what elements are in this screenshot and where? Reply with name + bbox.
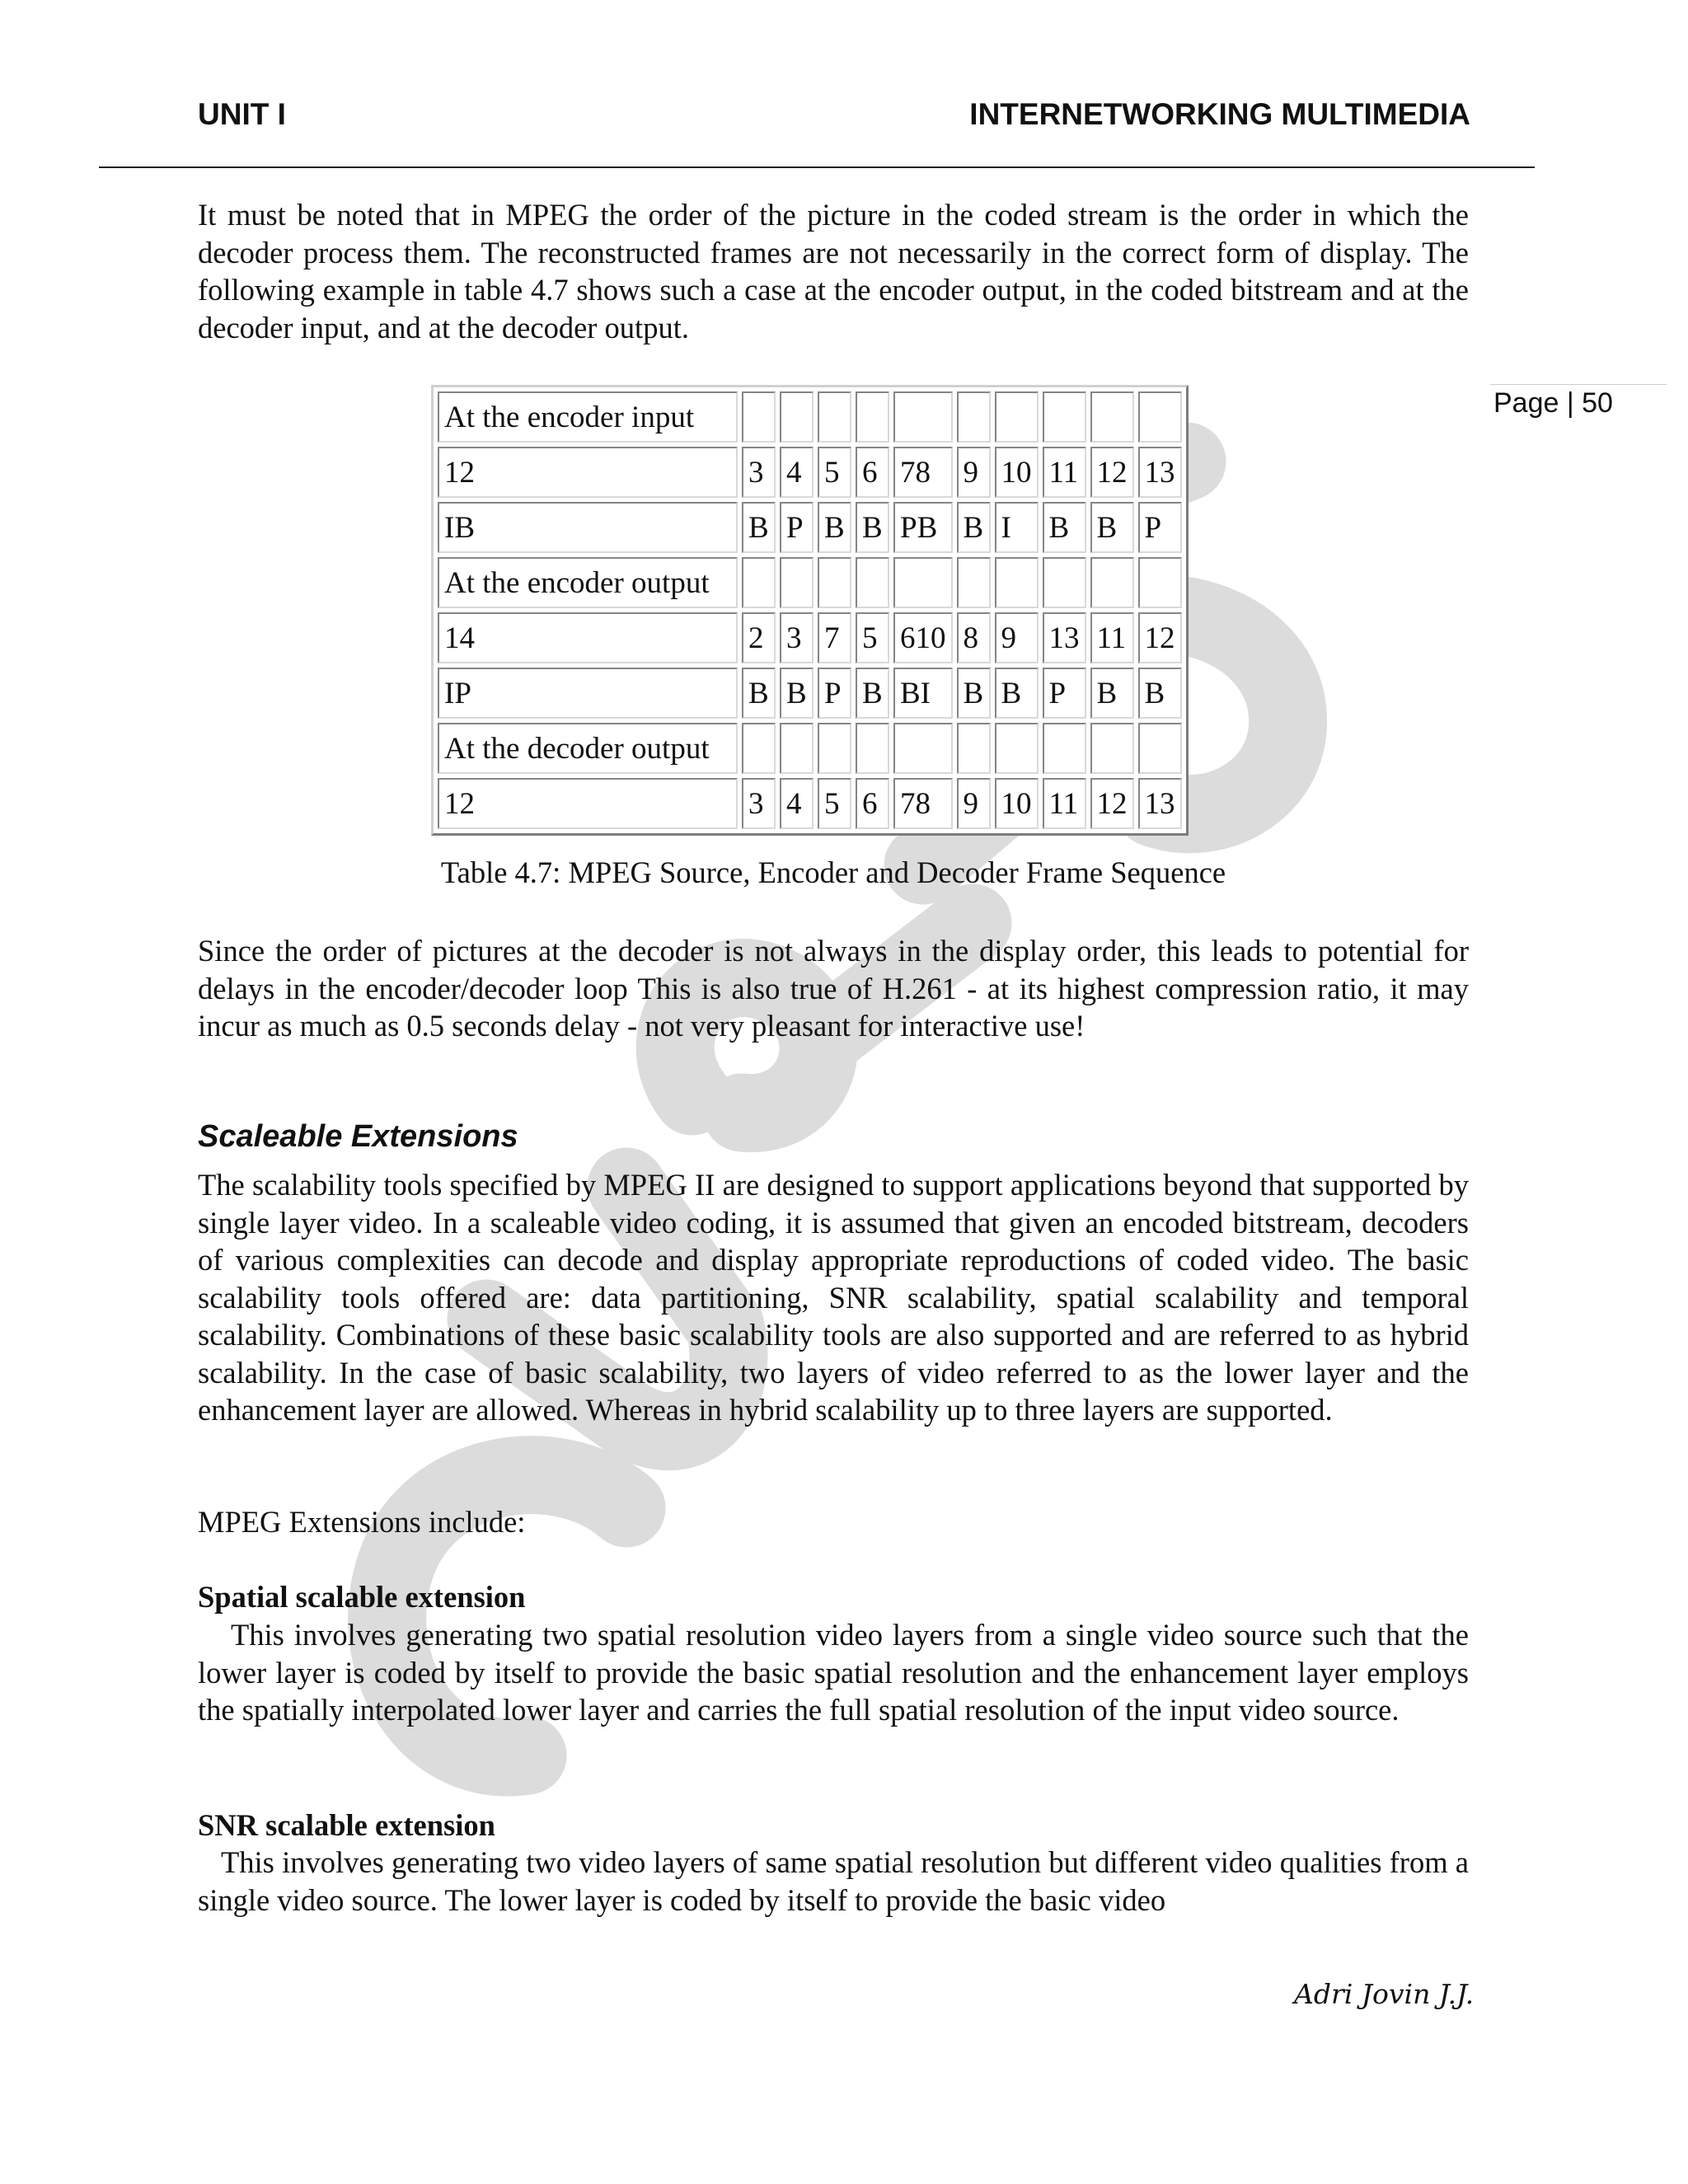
table-cell	[856, 557, 889, 608]
table-cell: B	[856, 502, 889, 553]
table-cell	[780, 557, 814, 608]
table-cell	[742, 391, 776, 443]
table-cell: 13	[1138, 447, 1182, 498]
table-cell	[957, 557, 991, 608]
table-cell	[893, 557, 953, 608]
scalability-paragraph: The scalability tools specified by MPEG II are designed to support applications beyond that supported by single layer video. In a scaleable video coding, it is assumed that given an encoded bitstream, decoders of various complexities can decode and display appropriate reproductions of coded video. The basic scalability tools offered are: data partitioning, SNR scalability, spatial scalability and temporal scalability. Combinations of these basic scalability tools are also supported and are referred to as hybrid scalability. In the case of basic scalability, two layers of video referred to as the lower layer and the enhancement layer are allowed. Whereas in hybrid scalability up to three layers are supported.	[198, 1168, 1469, 1427]
table-cell: B	[1090, 502, 1134, 553]
table-cell: 11	[1043, 447, 1086, 498]
frame-sequence-table	[431, 385, 1189, 836]
snr-extension-text: This involves generating two video layers of same spatial resolution but different video qualities from a single video source. The lower layer is coded by itself to provide the basic video	[198, 1845, 1469, 1917]
table-cell	[957, 391, 991, 443]
spatial-extension-text: This involves generating two spatial resolution video layers from a single video source such that the lower layer is coded by itself to provide the basic spatial resolution and the enhancement layer employs the spatially interpolated lower layer and carries the full spatial resolution of the input video source.	[198, 1618, 1469, 1727]
table-cell: 12	[1090, 447, 1134, 498]
table-cell: PB	[893, 502, 953, 553]
table-cell: 5	[818, 447, 851, 498]
table-cell: 3	[780, 612, 814, 663]
table-row	[438, 723, 1182, 774]
table-cell: P	[1043, 668, 1086, 719]
table-cell: B	[742, 668, 776, 719]
section-heading: Scaleable Extensions	[198, 1119, 518, 1154]
table-row	[438, 668, 1182, 719]
author-signature: Adri Jovin J.J.	[1294, 1978, 1475, 2010]
table-cell: P	[1138, 502, 1182, 553]
table-cell: 3	[742, 778, 776, 829]
table-cell	[1090, 391, 1134, 443]
table-cell	[995, 723, 1039, 774]
table-cell	[1090, 557, 1134, 608]
table-cell: B	[818, 502, 851, 553]
table-row	[438, 391, 1182, 443]
delay-paragraph: Since the order of pictures at the decoder is not always in the display order, this leads to potential for delays in the encoder/decoder loop This is also true of H.261 - at its highest compression ratio, it may incur as much as 0.5 seconds delay - not very pleasant for interactive use!	[198, 934, 1469, 1043]
table-cell	[856, 723, 889, 774]
table-cell: BI	[893, 668, 953, 719]
table-cell	[818, 391, 851, 443]
table-cell: 78	[893, 778, 953, 829]
table-cell: B	[957, 502, 991, 553]
table-cell	[742, 557, 776, 608]
table-cell	[1043, 723, 1086, 774]
table-row	[438, 502, 1182, 553]
table-cell	[995, 391, 1039, 443]
table-row-label: 12	[438, 447, 738, 498]
table-cell: 8	[957, 612, 991, 663]
table-cell: B	[856, 668, 889, 719]
page-number-divider	[1490, 384, 1667, 385]
table-cell: 12	[1090, 778, 1134, 829]
table-row-label: At the encoder output	[438, 557, 738, 608]
table-cell	[1043, 557, 1086, 608]
table-cell: 7	[818, 612, 851, 663]
table-row	[438, 447, 1182, 498]
header-divider	[99, 166, 1535, 168]
table-cell: 2	[742, 612, 776, 663]
table-cell: B	[1090, 668, 1134, 719]
table-cell: B	[742, 502, 776, 553]
subject-title: INTERNETWORKING MULTIMEDIA	[969, 97, 1470, 131]
table-cell: 3	[742, 447, 776, 498]
intro-paragraph: It must be noted that in MPEG the order of the picture in the coded stream is the order in which the decoder process them. The reconstructed frames are not necessarily in the correct form of display. The following example in table 4.7 shows such a case at the encoder output, in the coded bitstream and at the decoder input, and at the decoder output.	[198, 198, 1469, 344]
table-cell: B	[1043, 502, 1086, 553]
table-cell	[742, 723, 776, 774]
table-cell: 9	[957, 778, 991, 829]
table-cell: 10	[995, 447, 1039, 498]
table-cell: 9	[995, 612, 1039, 663]
table-cell	[818, 557, 851, 608]
table-cell: 5	[856, 612, 889, 663]
table-row	[438, 778, 1182, 829]
table-cell: 9	[957, 447, 991, 498]
table-cell: P	[818, 668, 851, 719]
table-cell: P	[780, 502, 814, 553]
table-cell	[995, 557, 1039, 608]
table-row	[438, 557, 1182, 608]
unit-label: UNIT I	[198, 97, 286, 131]
snr-extension-title: SNR scalable extension	[198, 1808, 495, 1842]
table-cell: 13	[1138, 778, 1182, 829]
table-cell	[1138, 723, 1182, 774]
table-cell	[856, 391, 889, 443]
table-cell	[893, 391, 953, 443]
table-cell: 12	[1138, 612, 1182, 663]
spatial-extension-title: Spatial scalable extension	[198, 1580, 526, 1614]
table-cell: 4	[780, 447, 814, 498]
table-cell: B	[957, 668, 991, 719]
table-cell	[1138, 557, 1182, 608]
table-cell: 5	[818, 778, 851, 829]
table-cell: I	[995, 502, 1039, 553]
table-cell: 4	[780, 778, 814, 829]
table-cell: B	[780, 668, 814, 719]
table-cell	[818, 723, 851, 774]
table-cell: B	[995, 668, 1039, 719]
table-row-label: IP	[438, 668, 738, 719]
table-cell: 10	[995, 778, 1039, 829]
table-cell	[1043, 391, 1086, 443]
table-cell	[957, 723, 991, 774]
table-cell: 6	[856, 778, 889, 829]
table-row-label: At the encoder input	[438, 391, 738, 443]
table-row-label: 12	[438, 778, 738, 829]
table-caption: Table 4.7: MPEG Source, Encoder and Decoder Frame Sequence	[440, 855, 1226, 889]
table-cell: 13	[1043, 612, 1086, 663]
page-number: Page | 50	[1493, 387, 1613, 419]
table-cell: 78	[893, 447, 953, 498]
table-cell	[893, 723, 953, 774]
table-row	[438, 612, 1182, 663]
table-row-label: 14	[438, 612, 738, 663]
extensions-intro: MPEG Extensions include:	[198, 1505, 526, 1539]
table-cell	[780, 391, 814, 443]
table-cell	[780, 723, 814, 774]
table-row-label: IB	[438, 502, 738, 553]
table-cell	[1138, 391, 1182, 443]
table-cell: 11	[1043, 778, 1086, 829]
table-cell: 11	[1090, 612, 1134, 663]
table-row-label: At the decoder output	[438, 723, 738, 774]
table-cell: B	[1138, 668, 1182, 719]
table-cell: 610	[893, 612, 953, 663]
table-cell	[1090, 723, 1134, 774]
table-cell: 6	[856, 447, 889, 498]
